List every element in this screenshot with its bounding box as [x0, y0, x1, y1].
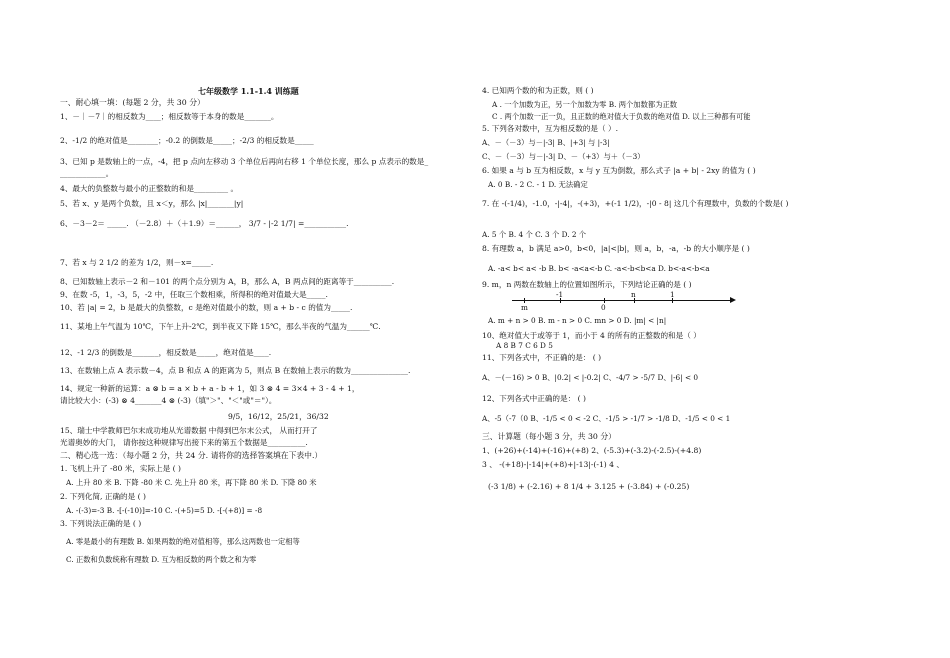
right-line-20: 三、计算题（每小题 3 分，共 30 分）: [482, 432, 616, 441]
left-line-22: 1. 飞机上升了 -80 米，实际上是 ( ): [60, 464, 181, 473]
left-line-2: 1、－｜－7｜的相反数为____；相反数等于本身的数是_______。: [60, 112, 279, 121]
left-line-5: ____________。: [60, 169, 114, 178]
right-line-10: 8. 有理数 a，b 满足 a>0，b<0，|a|<|b|，则 a，b，-a，-b 的大小顺序是 ( ): [482, 244, 750, 253]
right-line-4: A、－（－3）与－|-3| B、|+3| 与 |-3|: [482, 138, 610, 147]
left-line-13: 11、某地上午气温为 10℃，下午上升-2℃，到半夜又下降 15℃，那么半夜的气温为______℃.: [60, 322, 381, 331]
right-line-12: 9. m，n 两数在数轴上的位置如图所示，下列结论正确的是 ( ): [482, 280, 692, 289]
right-line-13: A. m + n > 0 B. m - n > 0 C. mn > 0 D. |m| < |n|: [488, 316, 667, 325]
label-m: m: [521, 303, 528, 312]
right-line-5: C、－（－3）与－|-3| D、－（+3）与＋（－3）: [482, 152, 645, 161]
right-line-9: A. 5 个 B. 4 个 C. 3 个 D. 2 个: [482, 230, 587, 239]
left-line-21: 二、精心选一选：（每小题 2 分，共 24 分. 请将你的选择答案填在下表中.）: [60, 451, 323, 460]
left-line-20: 光谱奥妙的大门， 请你按这种规律写出接下来的第五个数据是__________.: [60, 438, 308, 447]
right-line-2: C . 两个加数一正一负，且正数的绝对值大于负数的绝对值 D. 以上三种都有可能: [492, 112, 751, 121]
left-line-15: 13、在数轴上点 A 表示数－4，点 B 和点 A 的距离为 5，则点 B 在数轴上表示的数为_______________.: [60, 366, 411, 375]
number-line-axis: [512, 300, 730, 301]
left-line-9: 7、若 x 与 2 1/2 的差为 1/2，则－x=_____.: [60, 258, 214, 267]
left-line-23: A. 上升 80 米 B. 下降 -80 米 C. 先上升 80 米，再下降 80 米 D. 下降 80 米: [66, 478, 317, 487]
left-line-14: 12、-1 2/3 的倒数是_______，相反数是_____，绝对值是____.: [60, 348, 272, 357]
left-line-17: 请比较大小：(-3) ⊗ 4_______4 ⊗ (-3)（填"＞"、"＜"或"＝"）。: [60, 396, 277, 405]
right-line-11: A. -a< b< a< -b B. b< -a<a<-b C. -a<-b<b<a D. b<-a<-b<a: [488, 264, 710, 273]
right-line-14: 10、绝对值大于或等于 1，而小于 4 的所有的正整数的和是（ ）: [482, 331, 701, 340]
left-line-24: 2. 下列化简, 正确的是 ( ): [60, 492, 146, 501]
right-line-19: A、-5（-7（0 B、-1/5 < 0 < -2 C、-1/5 > -1/7 > -1/8 D、-1/5 < 0 < 1: [482, 414, 731, 423]
label-0: 0: [601, 303, 606, 312]
left-line-19: 15、瑞士中学教师巴尔末成功地从光谱数据 中得到巴尔末公式， 从而打开了: [60, 426, 318, 435]
left-line-18: 9/5，16/12，25/21，36/32: [228, 412, 329, 421]
left-line-12: 10、若 |a| = 2，b 是最大的负整数，c 是绝对值最小的数，则 a + b - c 的值为_____.: [60, 303, 353, 312]
right-line-23: (-3 1/8) + (-2.16) + 8 1/4 + 3.125 + (-3.84) + (-0.25): [488, 482, 690, 491]
label-n: n: [631, 290, 636, 299]
right-line-21: 1、(+26)+(-14)+(-16)+(+8) 2、(-5.3)+(-3.2)-(-2.5)-(+4.8): [482, 446, 702, 455]
right-line-15: A 8 B 7 C 6 D 5: [496, 341, 553, 350]
left-line-3: 2、-1/2 的绝对值是________；-0.2 的倒数是_____；-2/3 的相反数是_____: [60, 136, 314, 145]
left-line-28: C. 正数和负数统称有理数 D. 互为相反数的两个数之和为零: [66, 555, 257, 564]
right-line-0: 4. 已知两个数的和为正数，则 ( ): [482, 86, 594, 95]
right-line-8: 7. 在 -(-1/4)，-1.0，-|-4|，-(+3)，+(-1 1/2)，-|0 - 8| 这几个有理数中，负数的个数是( ): [482, 199, 789, 208]
left-line-6: 4、最大的负整数与最小的正整数的和是_________ 。: [60, 184, 239, 193]
label-1: 1: [670, 290, 675, 299]
left-line-16: 14、规定一种新的运算：a ⊗ b = a × b + a - b + 1，如 3 ⊗ 4 = 3×4 + 3 - 4 + 1，: [60, 384, 360, 393]
left-line-10: 8、已知数轴上表示－2 和－101 的两个点分别为 A，B，那么 A，B 两点间的距离等于__________.: [60, 277, 395, 286]
right-line-18: 12、下列各式中正确的是： ( ): [482, 394, 586, 403]
left-line-26: 3. 下列说法正确的是 ( ): [60, 519, 142, 528]
right-line-7: A. 0 B. - 2 C. - 1 D. 无法确定: [488, 180, 588, 189]
left-line-0: 七年级数学 1.1-1.4 训练题: [198, 86, 299, 96]
right-line-3: 5. 下列各对数中，互为相反数的是（ ）.: [482, 124, 618, 133]
left-line-4: 3、已知 p 是数轴上的一点，-4，把 p 点向左移动 3 个单位后再向右移 1 个单位长度，那么 p 点表示的数是_: [60, 157, 429, 166]
left-line-7: 5、若 x、y 是两个负数，且 x＜y，那么 |x|_______|y|: [60, 199, 244, 208]
right-line-16: 11、下列各式中，不正确的是： ( ): [482, 353, 602, 362]
right-line-22: 3 、 -(+18)-|-14|+(+8)+|-13|-(-1) 4 、: [482, 460, 625, 469]
number-line-arrow: [730, 297, 736, 303]
right-line-6: 6. 如果 a 与 b 互为相反数，x 与 y 互为倒数，那么式子 |a + b| - 2xy 的值为 ( ): [482, 166, 756, 175]
right-line-1: A . 一个加数为正，另一个加数为零 B. 两个加数都为正数: [492, 100, 678, 109]
left-line-27: A. 零是最小的有理数 B. 如果两数的绝对值相等，那么这两数也一定相等: [66, 537, 300, 546]
left-line-11: 9、在数 -5，1，-3，5，-2 中，任取三个数相乘，所得积的绝对值最大是_____.: [60, 290, 328, 299]
left-line-1: 一、耐心填一填：(每题 2 分，共 30 分）: [60, 98, 205, 107]
number-line: [512, 290, 737, 312]
left-line-25: A. -(-3)=-3 B. -[-(-10)]=-10 C. -(+5)=5 D. -[-(+8)] = -8: [66, 506, 263, 515]
left-line-8: 6、－3－2＝ _____. （－2.8）＋（＋1.9）＝______， 3/7 - |-2 1/7| =___________.: [60, 219, 349, 228]
label-minus-1: -1: [556, 290, 564, 299]
right-line-17: A、－(－16) > 0 B、|0.2| < |-0.2| C、-4/7 > -5/7 D、|-6| < 0: [482, 373, 699, 382]
